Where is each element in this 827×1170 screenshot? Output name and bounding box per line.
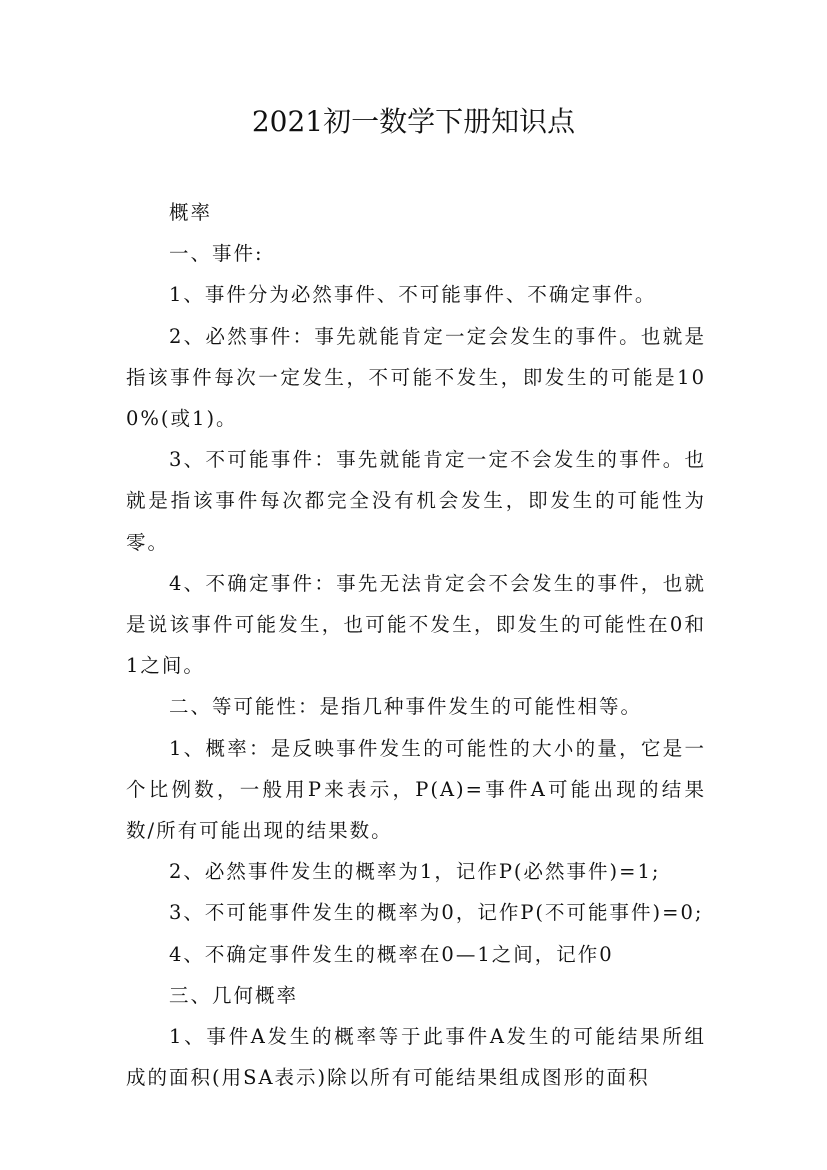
section-heading-equal-likelihood: 二、等可能性：是指几种事件发生的可能性相等。 bbox=[169, 695, 643, 719]
heading-probability: 概率 bbox=[169, 201, 213, 224]
paragraph-uncertain-probability: 4、不确定事件发生的概率在0—1之间，记作0 bbox=[169, 942, 614, 966]
paragraph-geometric-probability: 1、事件A发生的概率等于此事件A发生的可能结果所组成的面积(用SA表示)除以所有可能结果组成图形的面积 bbox=[126, 1025, 706, 1090]
section-heading-events: 一、事件: bbox=[169, 242, 264, 266]
paragraph-probability-definition: 1、概率：是反映事件发生的可能性的大小的量，它是一个比例数，一般用P来表示，P(A)=事件A可能出现的结果数/所有可能出现的结果数。 bbox=[126, 736, 706, 843]
paragraph-certain-probability: 2、必然事件发生的概率为1，记作P(必然事件)=1; bbox=[169, 860, 661, 884]
paragraph-event-types: 1、事件分为必然事件、不可能事件、不确定事件。 bbox=[169, 283, 657, 307]
paragraph-impossible-probability: 3、不可能事件发生的概率为0，记作P(不可能事件)=0; bbox=[169, 901, 704, 925]
paragraph-uncertain-event: 4、不确定事件：事先无法肯定会不会发生的事件，也就是说该事件可能发生，也可能不发生，即发生的可能性在0和1之间。 bbox=[126, 571, 706, 678]
document-title: 2021初一数学下册知识点 bbox=[251, 105, 576, 138]
section-heading-geometric-probability: 三、几何概率 bbox=[169, 983, 299, 1007]
paragraph-certain-event: 2、必然事件：事先就能肯定一定会发生的事件。也就是指该事件每次一定发生，不可能不发生，即发生的可能是100%(或1)。 bbox=[126, 324, 706, 431]
document-body bbox=[126, 192, 706, 1098]
paragraph-impossible-event: 3、不可能事件：事先就能肯定一定不会发生的事件。也就是指该事件每次都完全没有机会发生，即发生的可能性为零。 bbox=[126, 448, 706, 554]
